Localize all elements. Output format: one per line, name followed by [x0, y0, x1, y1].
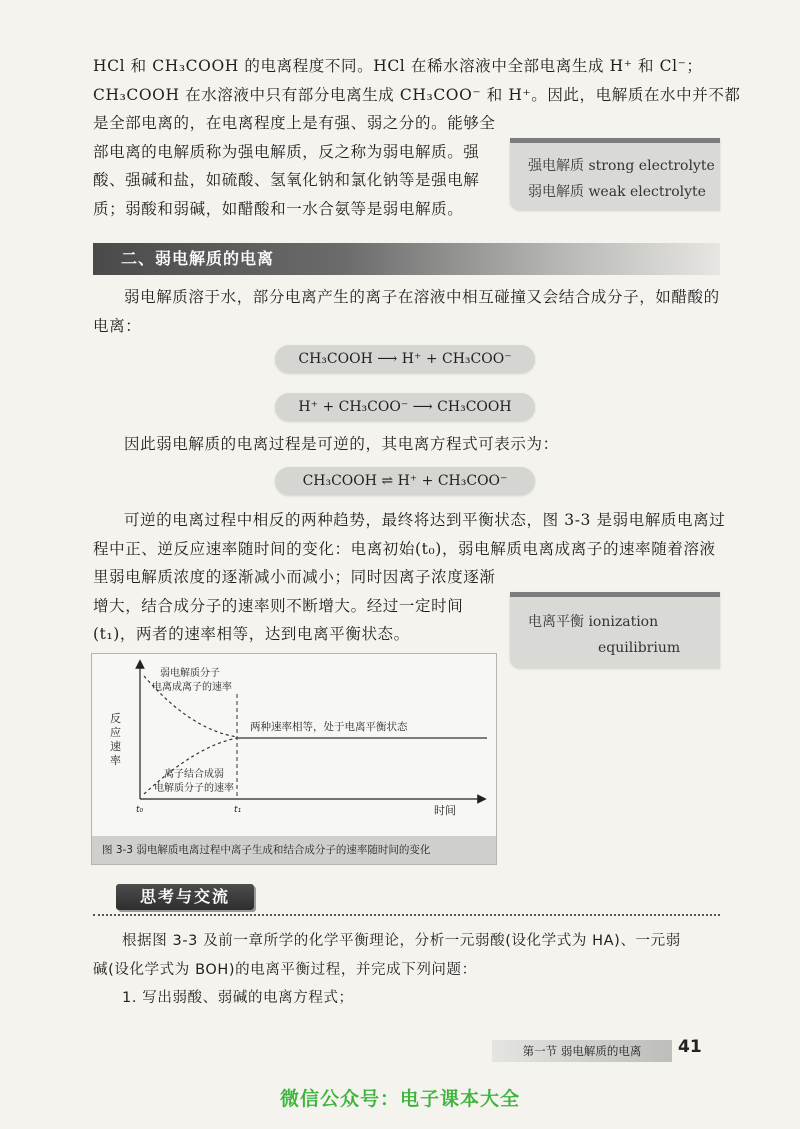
text-line: 酸、强碱和盐，如硫酸、氢氧化钠和氯化钠等是强电解	[93, 171, 480, 189]
paragraph-reversible	[93, 430, 559, 459]
equation-equilibrium: CH₃COOH ⇌ H⁺ + CH₃COO⁻	[275, 467, 535, 495]
glossary-term-strong: 强电解质 strong electrolyte	[528, 158, 715, 174]
glossary-note-electrolyte	[510, 138, 720, 210]
y-label-1: 反	[110, 712, 121, 725]
glossary-term-equilibrium: equilibrium	[598, 640, 681, 656]
paragraph-weak-electrolyte-ionization	[93, 283, 720, 340]
chapter-footer: 第一节 弱电解质的电离	[492, 1040, 672, 1062]
figure-caption: 图 3-3 弱电解质电离过程中离子生成和结合成分子的速率随时间的变化	[92, 836, 496, 864]
label-ionization-rate-1: 弱电解质分子	[160, 668, 220, 679]
label-ionization-rate-2: 电离成离子的速率	[152, 682, 232, 693]
think-and-discuss-text	[93, 927, 681, 1013]
text-line: CH₃COOH 在水溶液中只有部分电离生成 CH₃COO⁻ 和 H⁺。因此，电解质在水中并不都	[93, 85, 741, 104]
rate-time-diagram	[92, 654, 496, 836]
text-line: 因此弱电解质的电离过程是可逆的，其电离方程式可表示为：	[124, 435, 559, 453]
label-recombination-rate-1: 离子结合成弱	[164, 769, 224, 780]
y-label-2: 应	[110, 726, 121, 739]
text-line: 是全部电离的，在电离程度上是有强、弱之分的。能够全	[93, 114, 496, 132]
dotted-divider	[93, 914, 720, 916]
text-line: 根据图 3-3 及前一章所学的化学平衡理论，分析一元弱酸(设化学式为 HA)、一元弱	[122, 933, 681, 949]
glossary-note-equilibrium	[510, 592, 720, 668]
figure-3-3	[91, 653, 497, 865]
text-line: 碱(设化学式为 BOH)的电离平衡过程，并完成下列问题：	[93, 961, 477, 978]
tick-t1: t₁	[234, 805, 242, 815]
think-and-discuss-badge: 思考与交流	[116, 884, 254, 910]
text-line: 可逆的电离过程中相反的两种趋势，最终将达到平衡状态，图 3-3 是弱电解质电离过	[124, 511, 726, 529]
text-line: 里弱电解质浓度的逐渐减小而减小；同时因离子浓度逐渐	[93, 568, 496, 586]
label-recombination-rate-2: 电解质分子的速率	[154, 783, 234, 794]
text-line: (t₁)，两者的速率相等，达到电离平衡状态。	[93, 625, 410, 643]
label-equal-rates: 两种速率相等，处于电离平衡状态	[250, 721, 408, 733]
tick-t0: t₀	[136, 805, 144, 815]
equation-forward: CH₃COOH ⟶ H⁺ + CH₃COO⁻	[275, 345, 535, 373]
y-label-3: 速	[110, 740, 121, 753]
text-line: 弱电解质溶于水，部分电离产生的离子在溶液中相互碰撞又会结合成分子，如醋酸的	[124, 288, 720, 306]
text-line: 1. 写出弱酸、弱碱的电离方程式；	[122, 990, 354, 1006]
text-line: HCl 和 CH₃COOH 的电离程度不同。HCl 在稀水溶液中全部电离生成 H⁺ 和 Cl⁻；	[93, 57, 703, 75]
watermark: 微信公众号：电子课本大全	[279, 1088, 520, 1110]
text-line: 部电离的电解质称为强电解质，反之称为弱电解质。强	[93, 142, 480, 161]
text-line: 程中正、逆反应速率随时间的变化：电离初始(t₀)，弱电解质电离成离子的速率随着溶液	[93, 539, 716, 558]
equation-reverse: H⁺ + CH₃COO⁻ ⟶ CH₃COOH	[275, 393, 535, 421]
text-line: 增大，结合成分子的速率则不断增大。经过一定时间	[93, 596, 464, 615]
text-line: 电离：	[93, 316, 142, 335]
page-number: 41	[678, 1037, 702, 1057]
x-label: 时间	[434, 804, 456, 817]
glossary-term-ionization: 电离平衡 ionization	[528, 614, 659, 630]
y-label-4: 率	[110, 754, 121, 767]
section-heading: 二、弱电解质的电离	[93, 243, 720, 275]
text-line: 质；弱酸和弱碱，如醋酸和一水合氨等是弱电解质。	[93, 199, 464, 218]
glossary-term-weak: 弱电解质 weak electrolyte	[528, 184, 706, 200]
